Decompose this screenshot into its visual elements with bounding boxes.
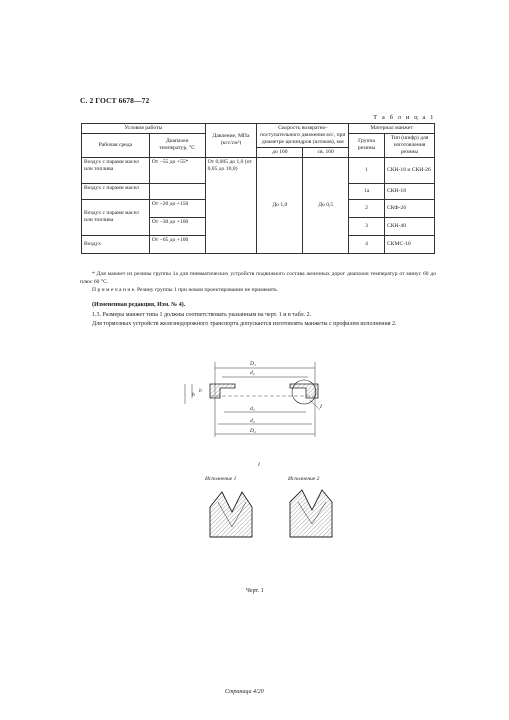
label-b: b: [199, 388, 202, 394]
cell-group: 1: [349, 157, 385, 183]
label-ref: I: [320, 404, 322, 410]
label-D2: D₂: [250, 428, 256, 434]
cell-group: 3: [349, 217, 385, 235]
th-d-over: св. 160: [303, 147, 349, 157]
label-exec2: Исполнение 2: [288, 476, 320, 482]
cell-rubber: СКН-40: [385, 217, 435, 235]
label-detail: I: [258, 462, 260, 468]
label-exec1: Исполнение 1: [205, 476, 237, 482]
label-D1: D₁: [250, 361, 256, 367]
th-rubber: Тип (шифр) для изготовления резины: [385, 133, 435, 157]
cell-pressure: От 0,005 до 1,0 (от 0,05 до 10,0): [205, 157, 257, 253]
materials-table: [81, 123, 435, 254]
cell-temp: От −20 до +150: [149, 199, 205, 217]
label-d3: d₃: [250, 406, 255, 412]
th-temp: Диапазон температур, °С: [149, 133, 205, 157]
page-footer: Страница 4/20: [225, 689, 264, 695]
cell-medium: Воздух с парами масел или топлива: [82, 199, 150, 235]
th-conditions: Условия работы: [82, 124, 206, 134]
page-header: С. 2 ГОСТ 6678—72: [80, 96, 150, 105]
th-material: Материал манжет: [349, 124, 435, 134]
cell-medium: Воздух с парами масел: [82, 183, 150, 199]
th-medium: Рабочая среда: [82, 133, 150, 157]
paragraph-1-3: 1.3. Размеры манжет типа 1 должны соответствовать указанным на черт. 1 и в табл. 2.: [92, 312, 312, 318]
th-group: Группа резины: [349, 133, 385, 157]
cell-rubber: СКН-18: [385, 183, 435, 199]
footnote: * Для манжет из резины группы 1а для пневматических устройств подвижного состава железных дорог диапазон температур от минус 60 до плюс 60 °С.: [80, 271, 436, 285]
paragraph-profile: Для тормозных устройств железнодорожного транспорта допускается изготовлять манжеты с профилем исполнения 2.: [92, 321, 397, 327]
drawing-1: [180, 352, 340, 587]
cell-group: 4: [349, 235, 385, 253]
cell-medium: Воздух с парами масел или топлива: [82, 157, 150, 183]
label-d4: d₄: [250, 418, 255, 424]
cell-temp: От −55 до +55*: [149, 157, 205, 183]
cell-rubber: СКМС-10: [385, 235, 435, 253]
label-h: h: [192, 392, 195, 398]
th-d-upto: до 160: [257, 147, 303, 157]
note-primechanie: П р и м е ч а н и е. Резину группы 1 при новом проектировании не применять.: [92, 287, 279, 293]
table-caption: Т а б л и ц а 1: [373, 114, 435, 121]
label-d2: d₂: [250, 370, 255, 376]
cell-rubber: СКН-18 и СКН-26: [385, 157, 435, 183]
cell-rubber: СКФ-26: [385, 199, 435, 217]
cuff-drawing: [180, 352, 340, 582]
th-pressure: Давление, МПа (кгс/см²): [205, 124, 257, 158]
amendment-note: (Измененная редакция, Изм. № 4).: [92, 302, 186, 308]
cell-speed-upto: До 1,0: [257, 157, 303, 253]
cell-medium: Воздух: [82, 235, 150, 253]
cell-group: 1а: [349, 183, 385, 199]
cell-temp: От −30 до +100: [149, 217, 205, 235]
th-speed: Скорость возвратно-поступательного движения м/с, при диаметре цилиндров (штоков), мм: [257, 124, 349, 148]
cell-temp: [149, 183, 205, 199]
cell-speed-over: До 0,5: [303, 157, 349, 253]
figure-caption: Черт. 1: [246, 588, 264, 594]
cell-temp: От −65 до +100: [149, 235, 205, 253]
cell-group: 2: [349, 199, 385, 217]
